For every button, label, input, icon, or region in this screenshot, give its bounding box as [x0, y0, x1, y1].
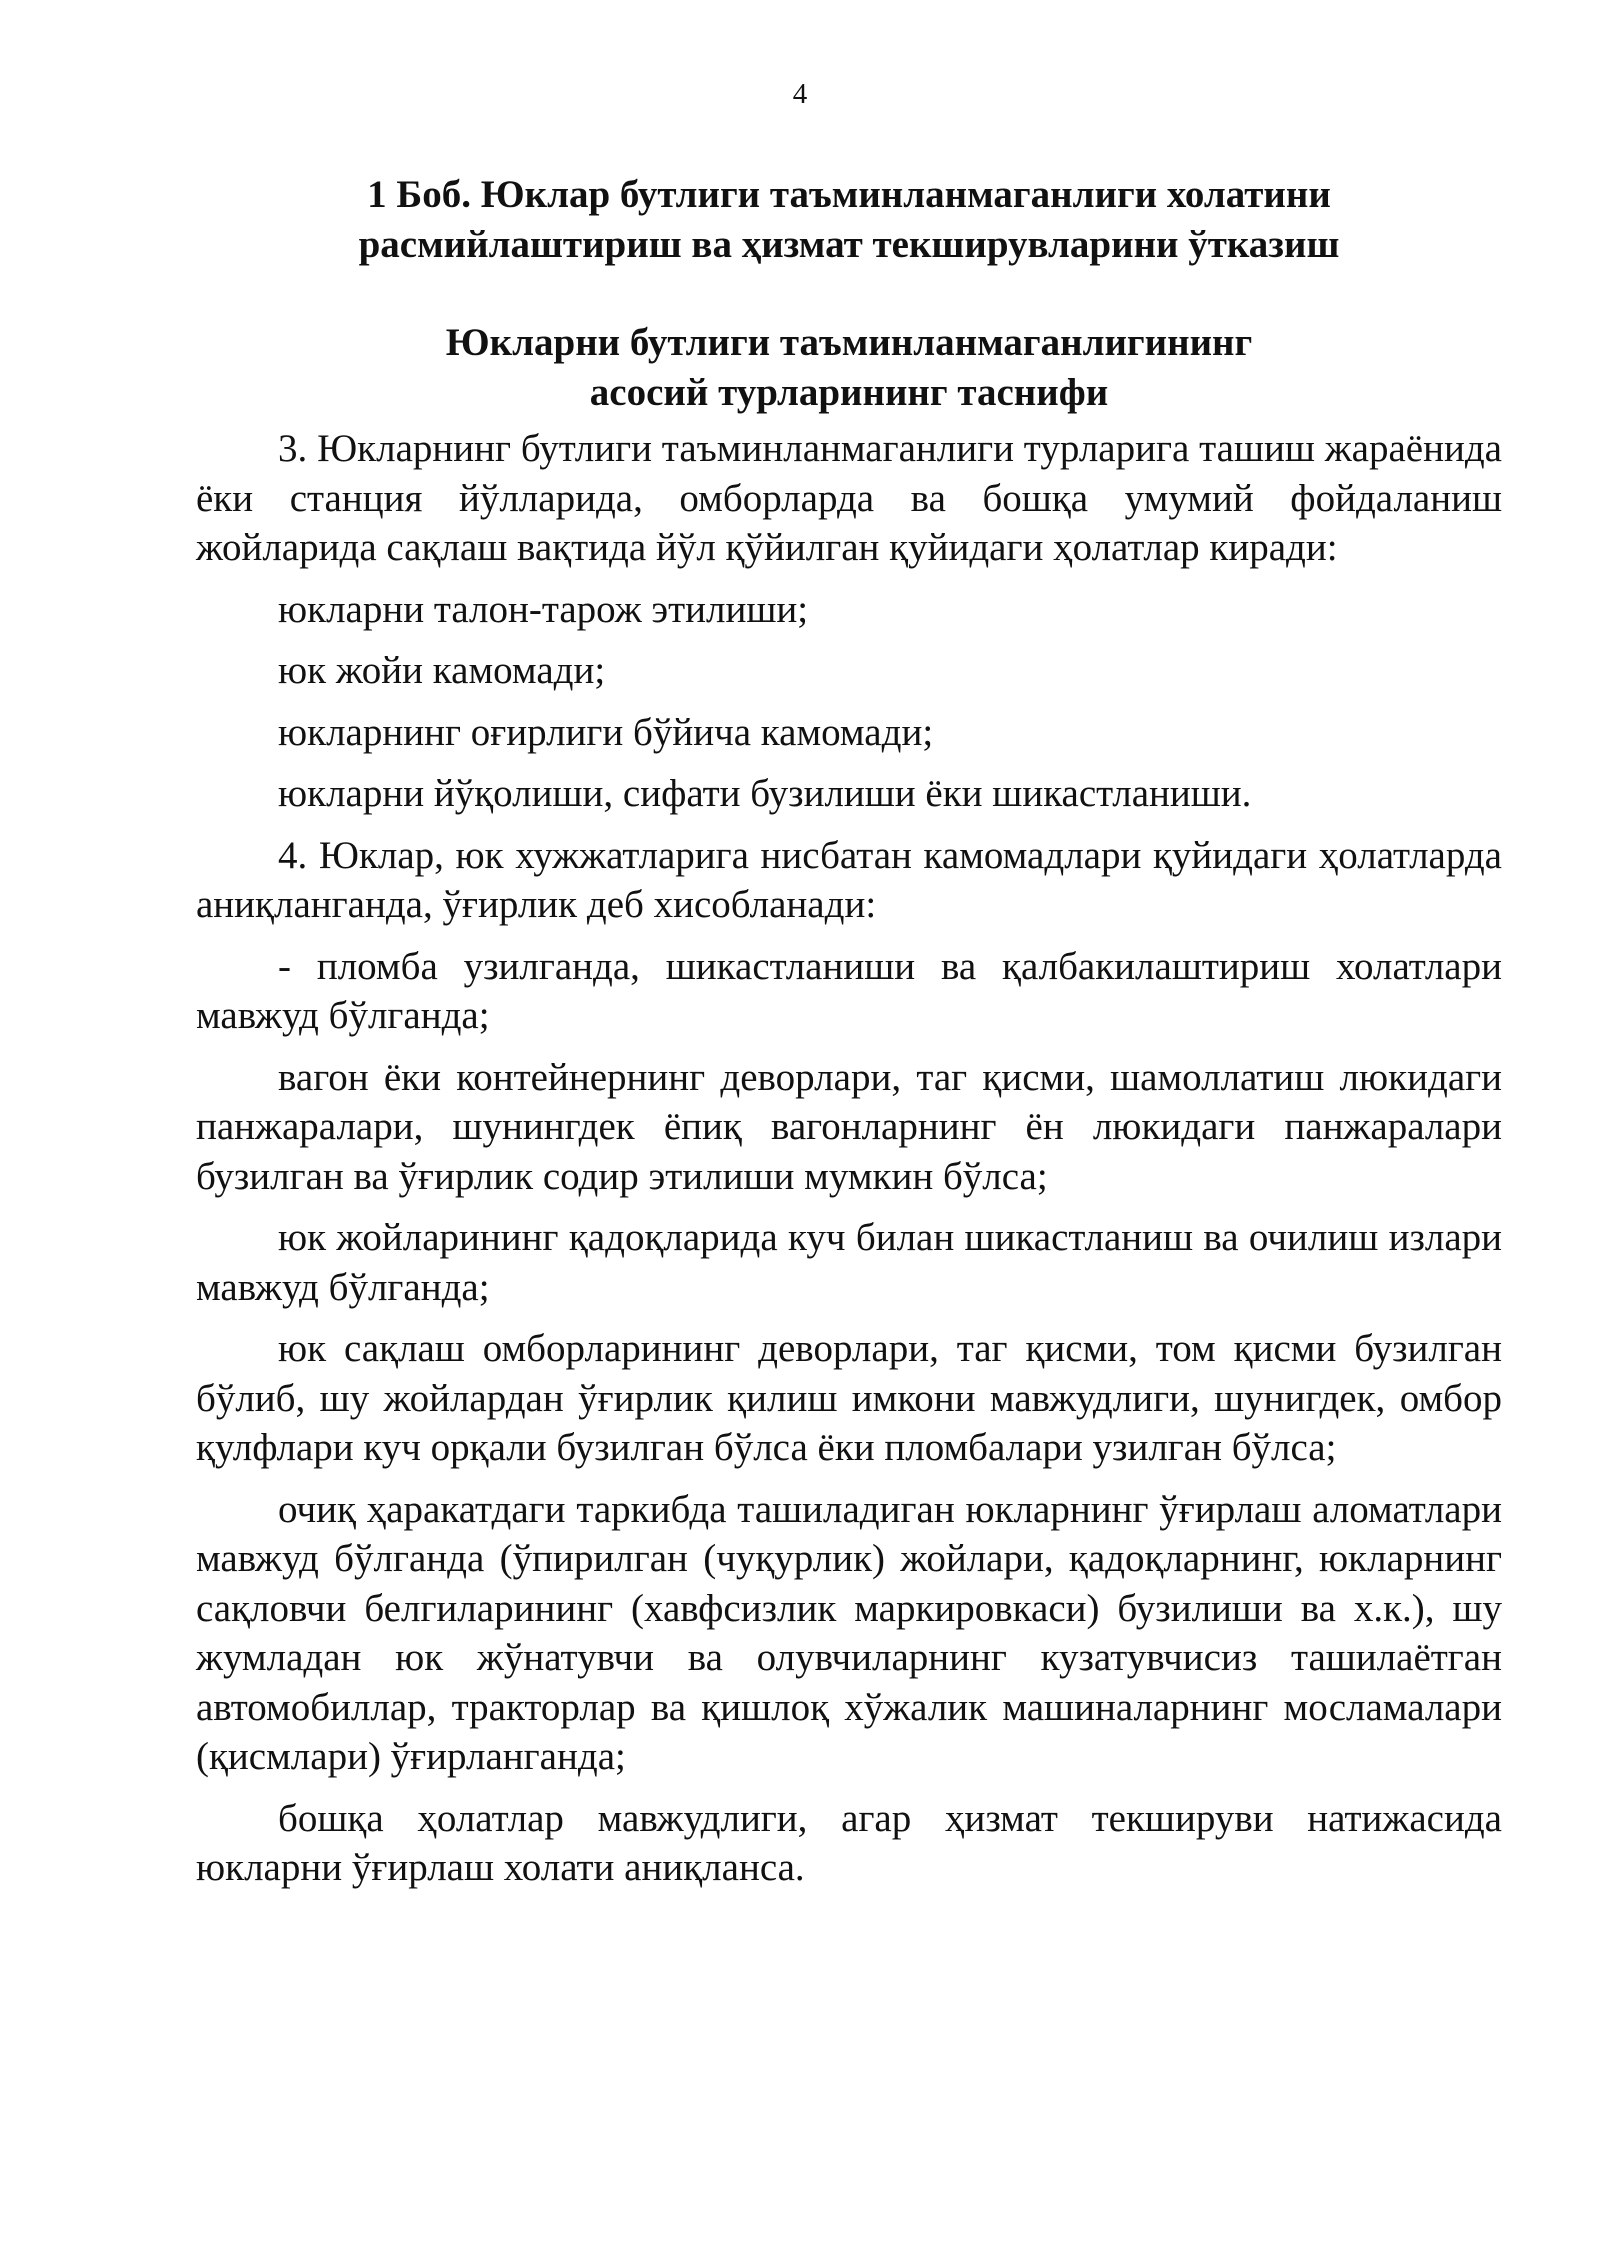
list-item-warehouse-damage: юк сақлаш омборларининг деворлари, таг қисми, том қисми бузилган бўлиб, шу жойлардан ўғирлик қилиш имкони мавжудлиги, шунигдек, омбор қулфлари куч орқали бузилган бўлса ёки пломбалари узилган бўлса;: [196, 1327, 1502, 1469]
page-number: 4: [792, 78, 808, 110]
chapter-title: [196, 170, 1502, 270]
list-item-weight-shortage: юкларнинг оғирлиги бўйича камомади;: [278, 710, 934, 754]
list-item-loss-damage: юкларни йўқолиши, сифати бузилиши ёки шикастланиши.: [278, 772, 1252, 815]
list-item-wagon-damage: вагон ёки контейнернинг деворлари, таг қисми, шамоллатиш люкидаги панжаралари, шунингдек ёпиқ вагонларнинг ён люкидаги панжаралари бузилган ва ўғирлик содир этилиши мумкин бўлса;: [196, 1055, 1502, 1198]
list-item-package-shortage: юк жойи камомади;: [278, 649, 606, 692]
list-item-seal-broken: - пломба узилганда, шикастланиши ва қалбакилаштириш холатлари мавжуд бўлганда;: [196, 944, 1502, 1037]
list-item-packaging-forced: юк жойларининг қадоқларида куч билан шикастланиш ва очилиш излари мавжуд бўлганда;: [196, 1216, 1502, 1309]
paragraph-4: 4. Юклар, юк хужжатларига нисбатан камомадлари қуйидаги ҳолатларда аниқланганда, ўғирлик деб хисобланади:: [196, 833, 1502, 926]
paragraph-3: 3. Юкларнинг бутлиги таъминланмаганлиги турларига ташиш жараёнида ёки станция йўлларида, омборларда ва бошқа умумий фойдаланиш жойларида сақлаш вақтида йўл қўйилган қуйидаги ҳолатлар киради:: [196, 427, 1502, 569]
section-title-line-1: Юкларни бутлиги таъминланмаганлигининг: [445, 321, 1253, 364]
list-item-open-rolling-stock: очиқ ҳаракатдаги таркибда ташиладиган юкларнинг ўғирлаш аломатлари мавжуд бўлганда (ўпирилган (чуқурлик) жойлари, қадоқларнинг, юкларнинг сақловчи белгиларининг (хавфсизлик маркировкаси) бузилиши ва х.к.), шу жумладан юк жўнатувчи ва олувчиларнинг кузатувчисиз ташилаётган автомобиллар, тракторлар ва қишлоқ хўжалик машиналарнинг мосламалари (қисмлари) ўғирланганда;: [196, 1487, 1502, 1778]
list-item-plunder: юкларни талон-тарож этилиши;: [278, 587, 809, 631]
chapter-title-line-2: расмийлаштириш ва ҳизмат текширувларини ўтказиш: [358, 223, 1340, 266]
list-item-other-cases: бошқа ҳолатлар мавжудлиги, агар ҳизмат текшируви натижасида юкларни ўғирлаш холати аниқланса.: [196, 1796, 1502, 1889]
chapter-title-line-1: 1 Боб. Юклар бутлиги таъминланмаганлиги холатини: [367, 173, 1331, 216]
section-title-line-2: асосий турларининг таснифи: [589, 371, 1109, 414]
page-content: [196, 170, 1502, 1905]
section-title: [196, 318, 1502, 418]
